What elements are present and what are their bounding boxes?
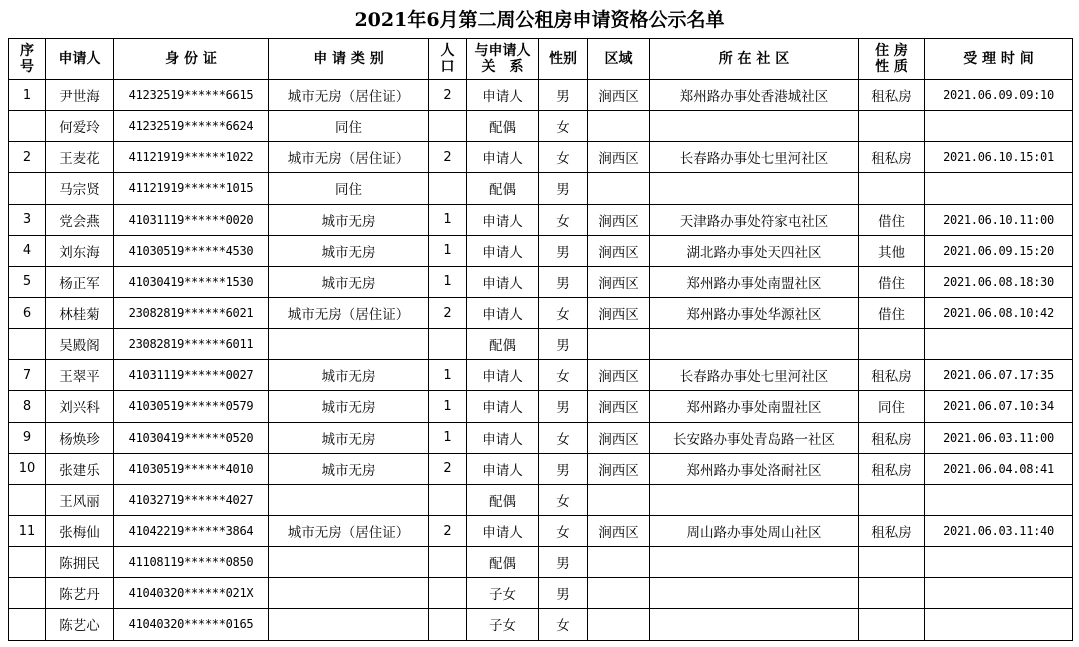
table-row: [9, 142, 1073, 173]
cell-people: [429, 484, 467, 515]
cell-time: 2021.06.08.10:42: [925, 297, 1073, 328]
cell-housing: 租私房: [859, 80, 925, 111]
cell-seq: [9, 173, 46, 204]
cell-applicant: 马宗贤: [46, 173, 114, 204]
cell-housing: 租私房: [859, 515, 925, 546]
cell-community: 长春路办事处七里河社区: [650, 360, 859, 391]
cell-category: 同住: [269, 173, 429, 204]
cell-community: 天津路办事处符家屯社区: [650, 204, 859, 235]
cell-seq: [9, 484, 46, 515]
table-row: [9, 484, 1073, 515]
cell-housing: [859, 547, 925, 578]
cell-seq: [9, 111, 46, 142]
cell-id: 41121919******1022: [114, 142, 269, 173]
cell-gender: 女: [539, 484, 588, 515]
cell-district: [588, 173, 650, 204]
cell-seq: 10: [9, 453, 46, 484]
table-row: [9, 360, 1073, 391]
cell-category: [269, 484, 429, 515]
header-gender: 性别: [539, 39, 588, 80]
cell-relation: 配偶: [467, 329, 539, 360]
cell-housing: [859, 111, 925, 142]
cell-applicant: 陈艺丹: [46, 578, 114, 609]
cell-time: 2021.06.09.09:10: [925, 80, 1073, 111]
cell-seq: [9, 578, 46, 609]
cell-seq: [9, 547, 46, 578]
cell-community: 湖北路办事处天四社区: [650, 235, 859, 266]
cell-people: 2: [429, 142, 467, 173]
cell-category: [269, 547, 429, 578]
cell-district: [588, 578, 650, 609]
cell-people: [429, 609, 467, 640]
cell-housing: 租私房: [859, 453, 925, 484]
header-housing-line1: 住 房: [875, 43, 908, 59]
cell-time: 2021.06.10.15:01: [925, 142, 1073, 173]
header-housing: [859, 39, 925, 80]
cell-people: 2: [429, 515, 467, 546]
header-seq-line2: 号: [20, 59, 34, 75]
cell-applicant: 王麦花: [46, 142, 114, 173]
cell-gender: 男: [539, 578, 588, 609]
cell-gender: 女: [539, 422, 588, 453]
cell-seq: 7: [9, 360, 46, 391]
cell-seq: 9: [9, 422, 46, 453]
cell-id: 41031119******0020: [114, 204, 269, 235]
cell-category: 城市无房: [269, 266, 429, 297]
cell-applicant: 陈艺心: [46, 609, 114, 640]
cell-community: 郑州路办事处南盟社区: [650, 391, 859, 422]
cell-id: 41232519******6624: [114, 111, 269, 142]
cell-time: [925, 111, 1073, 142]
cell-applicant: 陈拥民: [46, 547, 114, 578]
cell-time: 2021.06.03.11:40: [925, 515, 1073, 546]
cell-time: 2021.06.04.08:41: [925, 453, 1073, 484]
cell-time: 2021.06.03.11:00: [925, 422, 1073, 453]
cell-time: 2021.06.07.17:35: [925, 360, 1073, 391]
cell-category: 城市无房（居住证）: [269, 297, 429, 328]
table-row: [9, 609, 1073, 640]
cell-time: 2021.06.08.18:30: [925, 266, 1073, 297]
cell-relation: 申请人: [467, 515, 539, 546]
cell-category: 城市无房（居住证）: [269, 80, 429, 111]
cell-district: [588, 609, 650, 640]
header-seq: [9, 39, 46, 80]
cell-time: 2021.06.09.15:20: [925, 235, 1073, 266]
cell-district: 涧西区: [588, 204, 650, 235]
cell-gender: 女: [539, 142, 588, 173]
cell-id: 41040320******021X: [114, 578, 269, 609]
cell-relation: 申请人: [467, 297, 539, 328]
cell-housing: 其他: [859, 235, 925, 266]
cell-people: [429, 547, 467, 578]
cell-relation: 配偶: [467, 484, 539, 515]
cell-seq: 4: [9, 235, 46, 266]
cell-district: 涧西区: [588, 515, 650, 546]
cell-relation: 子女: [467, 578, 539, 609]
cell-time: [925, 329, 1073, 360]
cell-id: 41031119******0027: [114, 360, 269, 391]
cell-id: 41030519******0579: [114, 391, 269, 422]
table-body: [9, 80, 1073, 641]
cell-applicant: 王风丽: [46, 484, 114, 515]
header-applicant: 申请人: [46, 39, 114, 80]
page-title: 2021年6月第二周公租房申请资格公示名单: [354, 9, 725, 31]
table-row: [9, 391, 1073, 422]
cell-seq: [9, 609, 46, 640]
cell-applicant: 吴殿阁: [46, 329, 114, 360]
cell-gender: 男: [539, 329, 588, 360]
cell-id: 41232519******6615: [114, 80, 269, 111]
header-id: 身 份 证: [114, 39, 269, 80]
cell-id: 41030419******1530: [114, 266, 269, 297]
cell-seq: 8: [9, 391, 46, 422]
cell-people: [429, 173, 467, 204]
cell-housing: 租私房: [859, 422, 925, 453]
cell-time: [925, 547, 1073, 578]
cell-people: [429, 111, 467, 142]
cell-category: [269, 609, 429, 640]
cell-category: 城市无房: [269, 360, 429, 391]
cell-housing: [859, 609, 925, 640]
cell-district: 涧西区: [588, 80, 650, 111]
cell-housing: 租私房: [859, 360, 925, 391]
cell-district: 涧西区: [588, 360, 650, 391]
cell-people: 1: [429, 422, 467, 453]
header-time: 受 理 时 间: [925, 39, 1073, 80]
cell-applicant: 林桂菊: [46, 297, 114, 328]
cell-community: [650, 578, 859, 609]
table-row: [9, 453, 1073, 484]
cell-id: 41030519******4010: [114, 453, 269, 484]
header-housing-line2: 性 质: [875, 59, 908, 75]
cell-time: 2021.06.07.10:34: [925, 391, 1073, 422]
header-category: 申 请 类 别: [269, 39, 429, 80]
cell-housing: 借住: [859, 266, 925, 297]
table-row: [9, 80, 1073, 111]
table-row: [9, 266, 1073, 297]
cell-community: 郑州路办事处南盟社区: [650, 266, 859, 297]
cell-relation: 申请人: [467, 360, 539, 391]
cell-people: 1: [429, 391, 467, 422]
cell-people: 1: [429, 266, 467, 297]
cell-category: 城市无房（居住证）: [269, 142, 429, 173]
cell-applicant: 何爱玲: [46, 111, 114, 142]
cell-community: 长春路办事处七里河社区: [650, 142, 859, 173]
cell-community: [650, 329, 859, 360]
cell-housing: 借住: [859, 204, 925, 235]
cell-housing: 同住: [859, 391, 925, 422]
header-people-line2: 口: [440, 59, 455, 75]
cell-relation: 申请人: [467, 142, 539, 173]
cell-time: [925, 609, 1073, 640]
cell-category: 城市无房（居住证）: [269, 515, 429, 546]
cell-community: [650, 484, 859, 515]
cell-seq: 3: [9, 204, 46, 235]
cell-gender: 女: [539, 609, 588, 640]
cell-community: 郑州路办事处洛耐社区: [650, 453, 859, 484]
cell-community: [650, 173, 859, 204]
cell-district: 涧西区: [588, 297, 650, 328]
cell-seq: 5: [9, 266, 46, 297]
cell-category: [269, 578, 429, 609]
cell-district: [588, 329, 650, 360]
cell-relation: 申请人: [467, 391, 539, 422]
table-row: [9, 297, 1073, 328]
cell-time: [925, 173, 1073, 204]
cell-people: 2: [429, 453, 467, 484]
cell-gender: 男: [539, 453, 588, 484]
cell-people: 1: [429, 235, 467, 266]
cell-gender: 男: [539, 235, 588, 266]
cell-id: 41108119******0850: [114, 547, 269, 578]
cell-relation: 子女: [467, 609, 539, 640]
cell-id: 41040320******0165: [114, 609, 269, 640]
header-people: [429, 39, 467, 80]
cell-id: 23082819******6021: [114, 297, 269, 328]
table-row: [9, 547, 1073, 578]
applicant-table: [8, 38, 1073, 641]
cell-housing: [859, 329, 925, 360]
cell-applicant: 刘兴科: [46, 391, 114, 422]
table-row: [9, 173, 1073, 204]
cell-housing: 借住: [859, 297, 925, 328]
header-relation-line1: 与申请人: [474, 43, 531, 59]
cell-community: [650, 547, 859, 578]
cell-seq: 6: [9, 297, 46, 328]
cell-applicant: 尹世海: [46, 80, 114, 111]
table-row: [9, 422, 1073, 453]
cell-time: [925, 578, 1073, 609]
cell-people: [429, 578, 467, 609]
cell-gender: 女: [539, 111, 588, 142]
cell-seq: 11: [9, 515, 46, 546]
header-relation-line2: 关 系: [481, 59, 524, 75]
cell-id: 41042219******3864: [114, 515, 269, 546]
header-community: 所 在 社 区: [650, 39, 859, 80]
cell-community: 长安路办事处青岛路一社区: [650, 422, 859, 453]
cell-time: 2021.06.10.11:00: [925, 204, 1073, 235]
cell-gender: 男: [539, 173, 588, 204]
table-row: [9, 578, 1073, 609]
cell-id: 23082819******6011: [114, 329, 269, 360]
table-row: [9, 111, 1073, 142]
cell-relation: 申请人: [467, 204, 539, 235]
cell-community: 郑州路办事处华源社区: [650, 297, 859, 328]
cell-community: 郑州路办事处香港城社区: [650, 80, 859, 111]
cell-seq: 1: [9, 80, 46, 111]
cell-gender: 男: [539, 266, 588, 297]
cell-id: 41030419******0520: [114, 422, 269, 453]
cell-district: 涧西区: [588, 391, 650, 422]
cell-relation: 申请人: [467, 80, 539, 111]
cell-relation: 申请人: [467, 266, 539, 297]
cell-community: [650, 111, 859, 142]
cell-community: 周山路办事处周山社区: [650, 515, 859, 546]
cell-district: 涧西区: [588, 235, 650, 266]
cell-id: 41030519******4530: [114, 235, 269, 266]
cell-community: [650, 609, 859, 640]
cell-district: 涧西区: [588, 422, 650, 453]
cell-category: 城市无房: [269, 204, 429, 235]
cell-category: 城市无房: [269, 453, 429, 484]
cell-gender: 男: [539, 547, 588, 578]
cell-district: [588, 111, 650, 142]
cell-housing: [859, 173, 925, 204]
cell-applicant: 张建乐: [46, 453, 114, 484]
header-district: 区域: [588, 39, 650, 80]
cell-district: 涧西区: [588, 453, 650, 484]
cell-gender: 女: [539, 360, 588, 391]
cell-applicant: 党会燕: [46, 204, 114, 235]
cell-housing: [859, 578, 925, 609]
header-seq-line1: 序: [20, 43, 34, 59]
cell-gender: 女: [539, 297, 588, 328]
cell-seq: [9, 329, 46, 360]
cell-housing: [859, 484, 925, 515]
cell-people: 1: [429, 360, 467, 391]
table-row: [9, 235, 1073, 266]
cell-housing: 租私房: [859, 142, 925, 173]
header-relation: [467, 39, 539, 80]
cell-gender: 女: [539, 204, 588, 235]
cell-people: [429, 329, 467, 360]
cell-gender: 男: [539, 391, 588, 422]
table-row: [9, 515, 1073, 546]
cell-relation: 申请人: [467, 235, 539, 266]
cell-gender: 男: [539, 80, 588, 111]
cell-category: 城市无房: [269, 235, 429, 266]
cell-relation: 申请人: [467, 422, 539, 453]
cell-id: 41032719******4027: [114, 484, 269, 515]
cell-people: 1: [429, 204, 467, 235]
cell-applicant: 杨正军: [46, 266, 114, 297]
cell-relation: 配偶: [467, 547, 539, 578]
cell-relation: 配偶: [467, 111, 539, 142]
cell-applicant: 王翠平: [46, 360, 114, 391]
cell-applicant: 杨焕珍: [46, 422, 114, 453]
header-people-line1: 人: [440, 43, 455, 59]
cell-district: 涧西区: [588, 142, 650, 173]
cell-people: 2: [429, 80, 467, 111]
cell-category: 城市无房: [269, 422, 429, 453]
cell-applicant: 张梅仙: [46, 515, 114, 546]
cell-district: [588, 547, 650, 578]
cell-people: 2: [429, 297, 467, 328]
cell-seq: 2: [9, 142, 46, 173]
cell-time: [925, 484, 1073, 515]
cell-category: 城市无房: [269, 391, 429, 422]
cell-relation: 申请人: [467, 453, 539, 484]
cell-relation: 配偶: [467, 173, 539, 204]
table-row: [9, 204, 1073, 235]
cell-district: 涧西区: [588, 266, 650, 297]
cell-id: 41121919******1015: [114, 173, 269, 204]
table-row: [9, 329, 1073, 360]
cell-gender: 女: [539, 515, 588, 546]
cell-category: [269, 329, 429, 360]
cell-district: [588, 484, 650, 515]
cell-category: 同住: [269, 111, 429, 142]
header-row: [9, 39, 1073, 80]
cell-applicant: 刘东海: [46, 235, 114, 266]
